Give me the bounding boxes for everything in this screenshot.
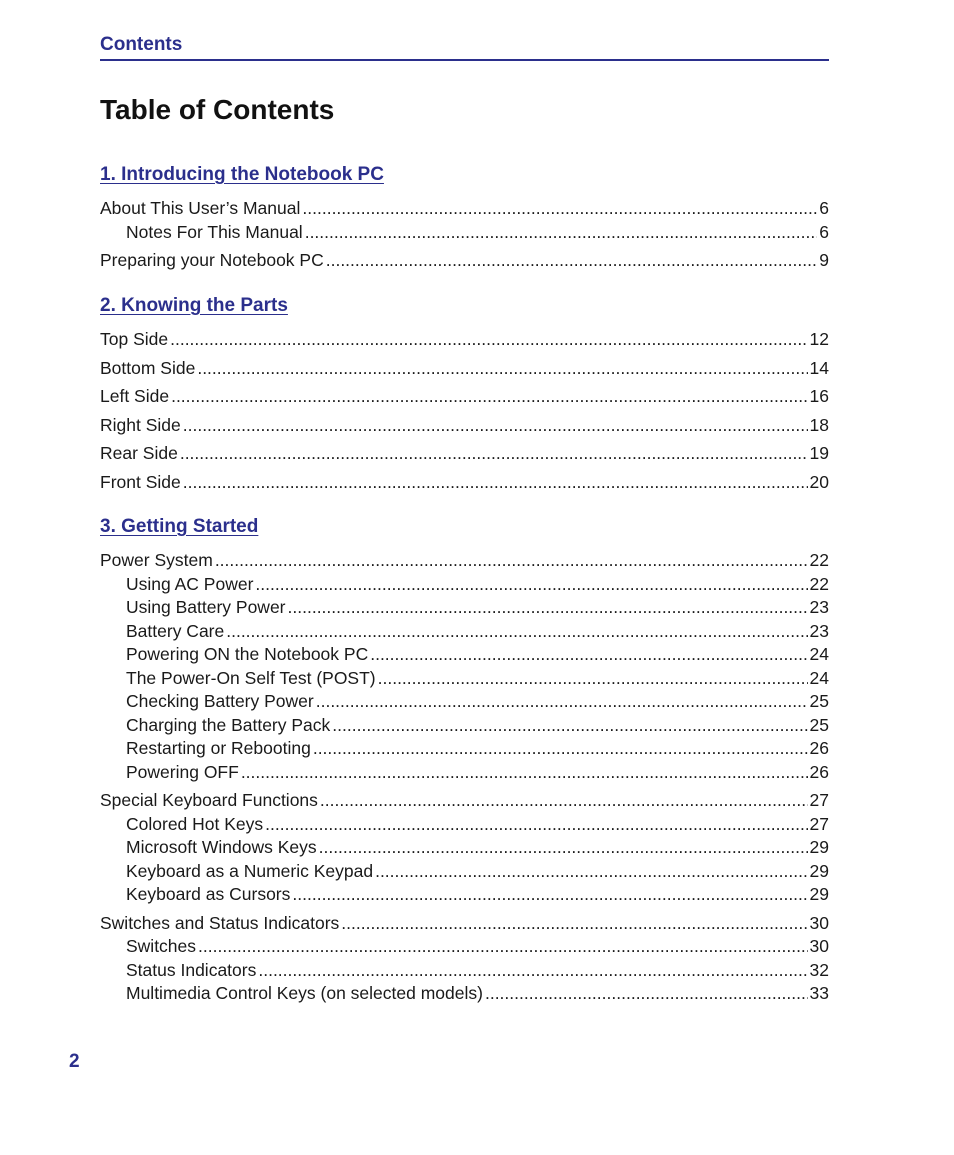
toc-entry[interactable] bbox=[100, 860, 829, 884]
toc-entry-page: 18 bbox=[809, 414, 829, 435]
toc-entry-label: Restarting or Rebooting bbox=[126, 738, 311, 758]
toc-section-1 bbox=[100, 163, 829, 273]
toc-entry-page: 29 bbox=[809, 837, 829, 857]
toc-entry[interactable] bbox=[100, 596, 829, 620]
toc-entry-page: 16 bbox=[809, 386, 829, 406]
toc-entry-page: 26 bbox=[809, 761, 829, 782]
toc-entry-label: Colored Hot Keys bbox=[126, 813, 264, 834]
dot-leader bbox=[326, 249, 818, 273]
toc-entry[interactable] bbox=[100, 690, 829, 714]
toc-entry[interactable] bbox=[100, 249, 829, 273]
toc-entry[interactable] bbox=[100, 357, 829, 381]
toc-entry-label: Charging the Battery Pack bbox=[126, 714, 331, 735]
dot-leader bbox=[370, 643, 807, 667]
toc-entry-label: Checking Battery Power bbox=[126, 691, 314, 711]
toc-entry[interactable] bbox=[100, 959, 829, 983]
toc-entry-label: Special Keyboard Functions bbox=[100, 790, 318, 810]
toc-entry-label: Using Battery Power bbox=[126, 597, 286, 617]
toc-entry-page: 25 bbox=[809, 691, 829, 711]
toc-entry[interactable] bbox=[100, 471, 829, 495]
toc-entry-page: 27 bbox=[809, 790, 829, 810]
toc-entry[interactable] bbox=[100, 549, 829, 573]
toc-entry[interactable] bbox=[100, 385, 829, 409]
toc-entry[interactable] bbox=[100, 442, 829, 466]
dot-leader bbox=[320, 789, 808, 813]
toc-entry-label: Left Side bbox=[100, 386, 170, 406]
toc-entry-label: The Power-On Self Test (POST) bbox=[126, 667, 376, 688]
header-label: Contents bbox=[100, 34, 183, 55]
dot-leader bbox=[302, 197, 817, 221]
toc-entry[interactable] bbox=[100, 328, 829, 352]
dot-leader bbox=[258, 959, 807, 983]
toc-entry-page: 6 bbox=[819, 198, 829, 218]
toc-entry[interactable] bbox=[100, 197, 829, 221]
dot-leader bbox=[180, 442, 808, 466]
toc-entry[interactable] bbox=[100, 883, 829, 907]
toc-entry[interactable] bbox=[100, 761, 829, 785]
dot-leader bbox=[265, 813, 807, 837]
dot-leader bbox=[170, 328, 807, 352]
toc-entry-page: 29 bbox=[809, 884, 829, 904]
dot-leader bbox=[341, 912, 807, 936]
dot-leader bbox=[197, 357, 807, 381]
toc-entry-page: 24 bbox=[809, 644, 829, 664]
toc-entry-page: 27 bbox=[809, 813, 829, 834]
toc-entry-label: Battery Care bbox=[126, 620, 225, 641]
dot-leader bbox=[171, 385, 807, 409]
toc-entry-label: Switches bbox=[126, 936, 197, 956]
toc-entry-page: 24 bbox=[809, 667, 829, 688]
toc-entry[interactable] bbox=[100, 935, 829, 959]
toc-entry-page: 6 bbox=[819, 221, 829, 242]
toc-entry-label: Front Side bbox=[100, 471, 181, 492]
toc-entry[interactable] bbox=[100, 620, 829, 644]
dot-leader bbox=[215, 549, 808, 573]
toc-entry-page: 29 bbox=[809, 860, 829, 881]
dot-leader bbox=[485, 982, 808, 1006]
toc-entry[interactable] bbox=[100, 643, 829, 667]
toc-entry-page: 20 bbox=[809, 471, 829, 492]
toc-entry[interactable] bbox=[100, 667, 829, 691]
toc-entry-page: 32 bbox=[809, 959, 829, 980]
toc-entry-label: Power System bbox=[100, 550, 213, 570]
toc-entry-page: 22 bbox=[809, 573, 829, 594]
toc-entry[interactable] bbox=[100, 414, 829, 438]
dot-leader bbox=[313, 737, 808, 761]
dot-leader bbox=[183, 471, 808, 495]
toc-entry[interactable] bbox=[100, 737, 829, 761]
toc-entry[interactable] bbox=[100, 912, 829, 936]
toc-entry-label: Bottom Side bbox=[100, 357, 196, 378]
toc-entry[interactable] bbox=[100, 221, 829, 245]
toc-entry-label: Switches and Status Indicators bbox=[100, 912, 340, 933]
toc-entry-label: Status Indicators bbox=[126, 959, 257, 980]
toc-entry-label: Microsoft Windows Keys bbox=[126, 837, 317, 857]
running-header bbox=[100, 33, 829, 61]
toc-entry-page: 22 bbox=[809, 550, 829, 570]
toc-entry-page: 23 bbox=[809, 597, 829, 617]
toc-entry-label: Powering OFF bbox=[126, 761, 239, 782]
toc-entry[interactable] bbox=[100, 813, 829, 837]
toc-section-2 bbox=[100, 294, 829, 494]
toc-entry-page: 26 bbox=[809, 738, 829, 758]
toc-entry-label: Keyboard as Cursors bbox=[126, 884, 291, 904]
dot-leader bbox=[226, 620, 807, 644]
toc-entry-label: Keyboard as a Numeric Keypad bbox=[126, 860, 374, 881]
dot-leader bbox=[375, 860, 807, 884]
toc-entry[interactable] bbox=[100, 789, 829, 813]
dot-leader bbox=[255, 573, 807, 597]
toc-entry-page: 25 bbox=[809, 714, 829, 735]
dot-leader bbox=[288, 596, 808, 620]
toc-entry-page: 23 bbox=[809, 620, 829, 641]
toc-entry-label: Multimedia Control Keys (on selected models) bbox=[126, 983, 483, 1003]
toc-entry-label: About This User’s Manual bbox=[100, 198, 301, 218]
toc-entry-page: 30 bbox=[809, 912, 829, 933]
toc-entry-page: 12 bbox=[809, 329, 829, 349]
toc-entry-page: 19 bbox=[809, 443, 829, 463]
dot-leader bbox=[241, 761, 808, 785]
page-title: Table of Contents bbox=[100, 94, 335, 125]
section-heading[interactable]: 1. Introducing the Notebook PC bbox=[100, 164, 384, 185]
toc-entry-page: 33 bbox=[809, 983, 829, 1003]
toc-entry-label: Powering ON the Notebook PC bbox=[126, 644, 369, 664]
dot-leader bbox=[183, 414, 808, 438]
toc-entry-label: Right Side bbox=[100, 414, 181, 435]
toc-entry-label: Preparing your Notebook PC bbox=[100, 250, 324, 270]
section-heading[interactable]: 2. Knowing the Parts bbox=[100, 295, 288, 316]
toc-entry-label: Using AC Power bbox=[126, 573, 254, 594]
toc-entry[interactable] bbox=[100, 714, 829, 738]
dot-leader bbox=[332, 714, 807, 738]
dot-leader bbox=[198, 935, 808, 959]
toc-entry[interactable] bbox=[100, 982, 829, 1006]
dot-leader bbox=[305, 221, 818, 245]
toc-entry-page: 14 bbox=[809, 357, 829, 378]
toc-entry-page: 30 bbox=[809, 936, 829, 956]
toc-entry-page: 9 bbox=[819, 250, 829, 270]
dot-leader bbox=[378, 667, 808, 691]
toc-section-3 bbox=[100, 515, 829, 1006]
toc-entry[interactable] bbox=[100, 836, 829, 860]
dot-leader bbox=[319, 836, 808, 860]
toc-entry-label: Rear Side bbox=[100, 443, 178, 463]
section-heading[interactable]: 3. Getting Started bbox=[100, 516, 259, 537]
page-number: 2 bbox=[69, 1051, 80, 1072]
toc-entry-label: Top Side bbox=[100, 329, 169, 349]
dot-leader bbox=[316, 690, 808, 714]
toc-entry-label: Notes For This Manual bbox=[126, 221, 303, 242]
dot-leader bbox=[292, 883, 807, 907]
toc-entry[interactable] bbox=[100, 573, 829, 597]
